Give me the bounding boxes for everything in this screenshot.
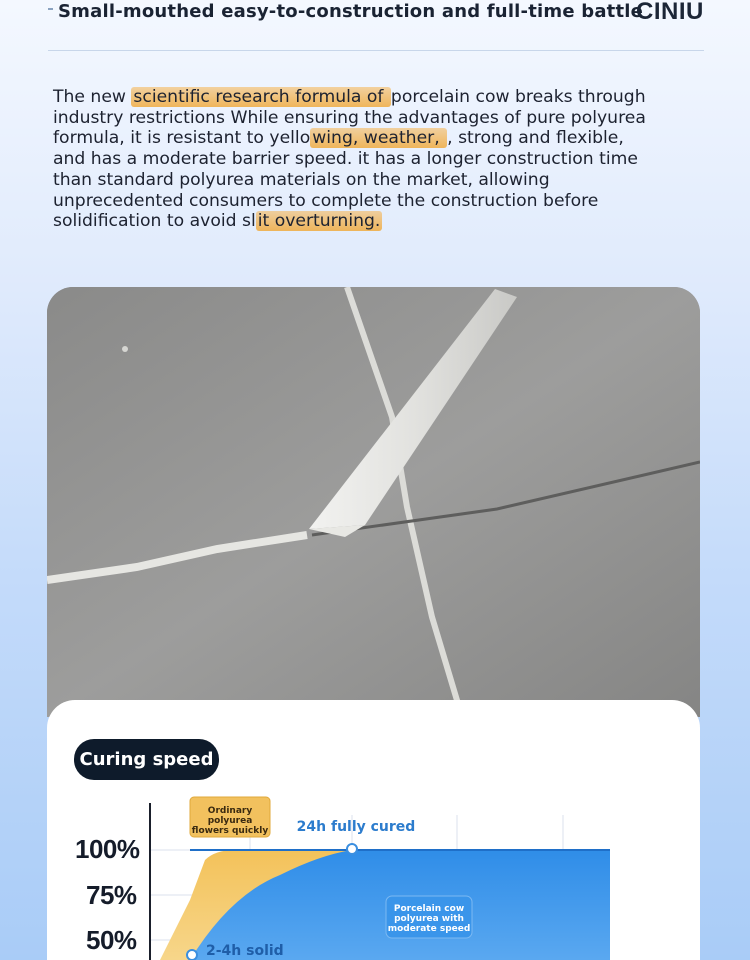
brand-logo: CINIU [636,0,704,25]
intro-highlight-3: it overturning. [257,211,381,232]
ytick-label: 50% [86,925,137,955]
header-title: Small-mouthed easy-to-construction and full-time battle [58,1,644,22]
intro-text-3: , strong and flexible, and has a moderate barrier speed. it has a longer construction time than standard polyurea materials on the market, allowing unprecedented consumers to complete the construction before solidification to avoid sl [53,128,638,232]
porcelain-label-line: polyurea with [394,914,464,924]
intro-highlight-2: wing, weather, [312,128,446,149]
ordinary-label-line: polyurea [207,816,253,826]
porcelain-label-line: Porcelain cow [393,904,465,914]
intro-paragraph [53,87,653,232]
sealant-application-image [47,287,700,717]
product-photo [47,287,700,717]
ordinary-label-line: flowers quickly [191,826,269,836]
header-divider [48,50,704,51]
page-header [0,0,750,50]
ytick-label: 100% [75,834,140,864]
header-bullet [48,8,53,10]
solid-label: 2-4h solid [206,943,284,959]
ytick-label: 75% [86,880,137,910]
fully-cured-marker [347,844,357,854]
fully-cured-label: 24h fully cured [296,819,416,835]
solid-marker [187,950,197,960]
intro-text-1: The new [53,87,132,107]
intro-text-2: porcelain cow breaks through industry restrictions While ensuring the advantages of pure polyurea formula, it is resistant to yello [53,87,646,149]
intro-highlight-1: scientific research formula of [133,87,389,107]
curing-speed-pill: Curing speed [74,739,219,780]
ordinary-label-line: Ordinary [207,806,253,816]
curing-speed-chart [60,795,680,960]
porcelain-label-line: moderate speed [387,924,471,934]
